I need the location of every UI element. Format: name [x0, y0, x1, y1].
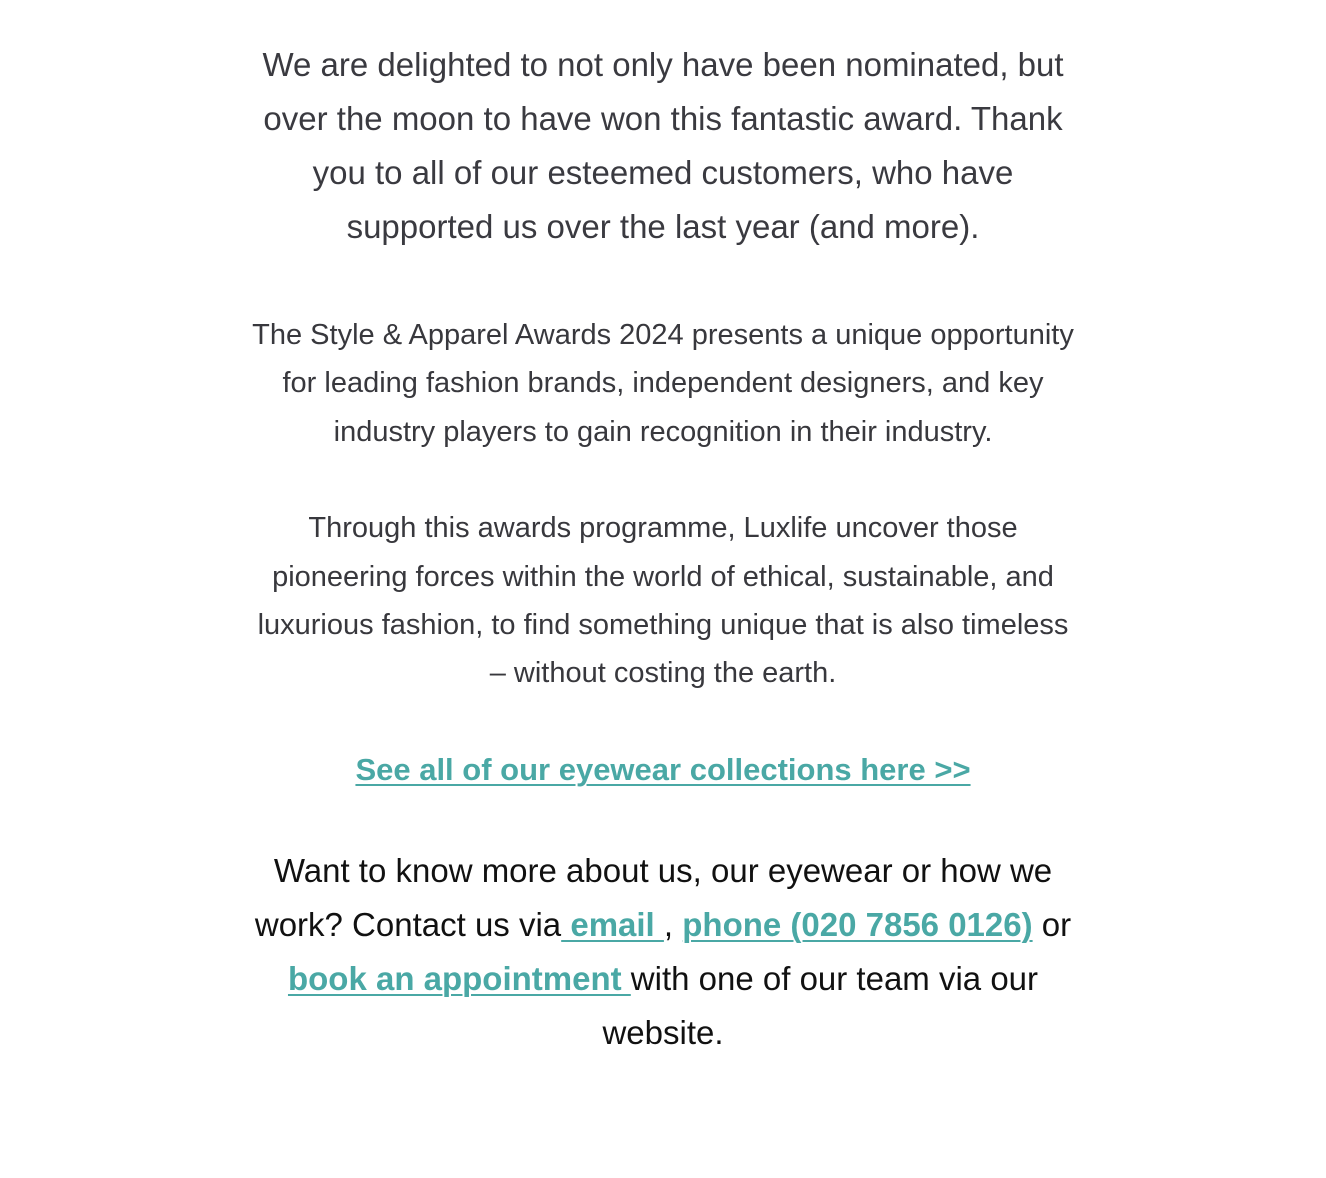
email-link[interactable]: email	[561, 905, 664, 943]
book-appointment-link[interactable]: book an appointment	[287, 959, 631, 997]
phone-link[interactable]: phone (020 7856 0126)	[682, 905, 1033, 943]
article-body	[252, 38, 1074, 1060]
contact-outro-text: with one of our team via our website.	[602, 959, 1039, 1051]
contact-separator: ,	[663, 905, 683, 943]
contact-intro-text: Want to know more about us, our eyewear or how we work? Contact us via	[254, 851, 1053, 943]
contact-or-text: or	[1032, 905, 1072, 943]
cta-line	[252, 746, 1074, 794]
award-statement: We are delighted to not only have been nominated, but over the moon to have won this fantastic award. Thank you to all of our esteemed customers, who have supported us over the last year (and more).	[262, 46, 1064, 245]
awards-programme-paragraph: Through this awards programme, Luxlife uncover those pioneering forces within the world of ethical, sustainable, and luxurious fashion, to find something unique that is also timeless – without costing the earth.	[257, 512, 1069, 690]
eyewear-collections-link[interactable]: See all of our eyewear collections here >>	[355, 751, 971, 787]
contact-paragraph	[252, 844, 1074, 1060]
awards-description-paragraph: The Style & Apparel Awards 2024 presents a unique opportunity for leading fashion brands, independent designers, and key industry players to gain recognition in their industry.	[252, 319, 1074, 448]
